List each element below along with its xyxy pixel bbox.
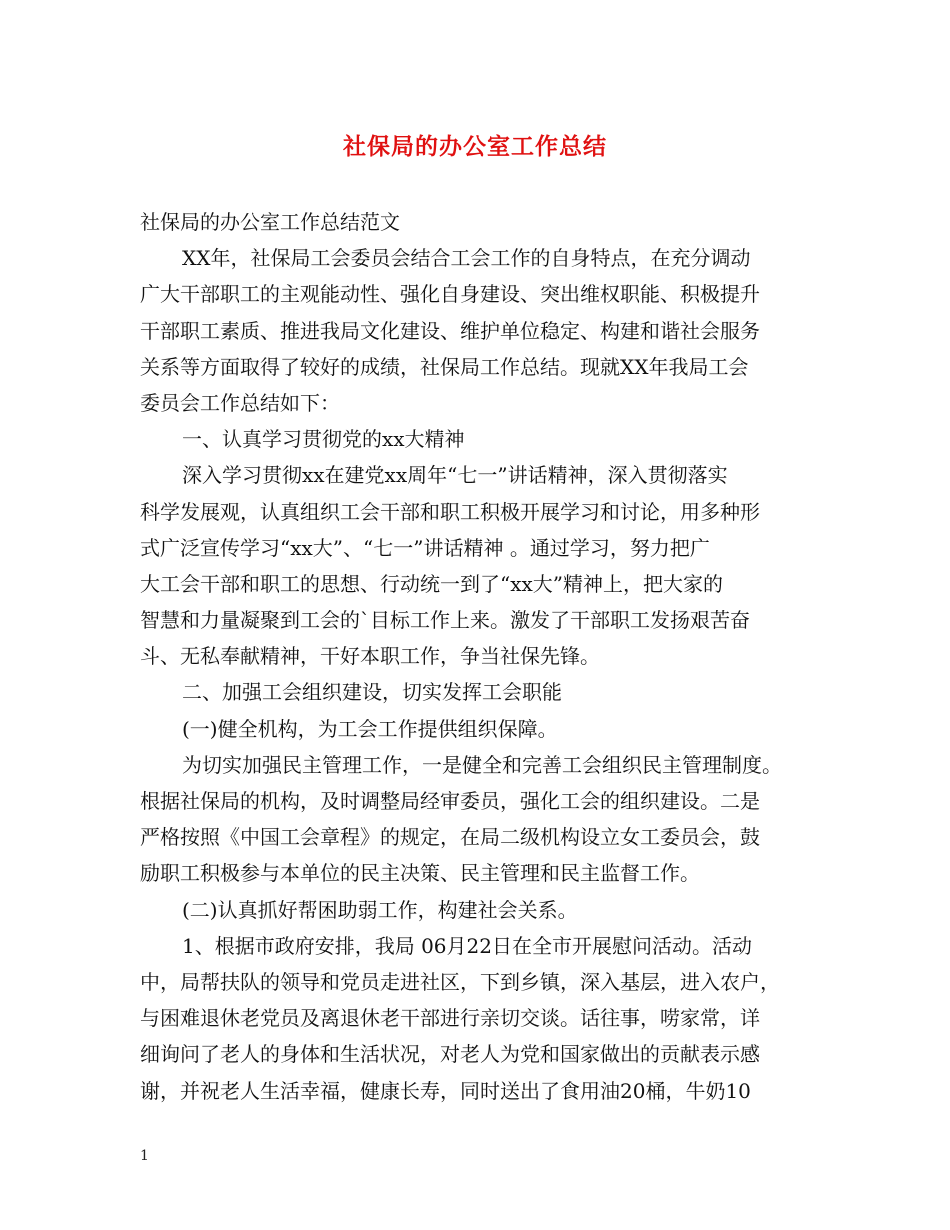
section-heading: 二、加强工会组织建设，切实发挥工会职能 bbox=[182, 680, 562, 705]
paragraph-line: 委员会工作总结如下： bbox=[140, 390, 340, 415]
page-number: 1 bbox=[140, 1148, 149, 1164]
paragraph-line: 1、根据市政府安排，我局 06月22日在全市开展慰问活动。活动 bbox=[182, 933, 752, 958]
paragraph-line: 励职工积极参与本单位的民主决策、民主管理和民主监督工作。 bbox=[140, 861, 700, 886]
paragraph-line: 谢，并祝老人生活幸福，健康长寿，同时送出了食用油20桶，牛奶10 bbox=[140, 1078, 751, 1103]
subsection-heading: (二)认真抓好帮困助弱工作，构建社会关系。 bbox=[182, 897, 578, 922]
subsection-heading: (一)健全机构，为工会工作提供组织保障。 bbox=[182, 716, 558, 741]
paragraph-line: 关系等方面取得了较好的成绩，社保局工作总结。现就XX年我局工会 bbox=[140, 354, 749, 379]
paragraph-line: 斗、无私奉献精神，干好本职工作，争当社保先锋。 bbox=[140, 644, 600, 669]
paragraph-line: 科学发展观，认真组织工会干部和职工积极开展学习和讨论，用多种形 bbox=[140, 499, 760, 524]
paragraph-line: 智慧和力量凝聚到工会的`目标工作上来。激发了干部职工发扬艰苦奋 bbox=[140, 608, 750, 633]
paragraph-line: 严格按照《中国工会章程》的规定，在局二级机构设立女工委员会，鼓 bbox=[140, 825, 760, 850]
subtitle-line: 社保局的办公室工作总结范文 bbox=[140, 210, 400, 234]
paragraph-line: 深入学习贯彻xx在建党xx周年“七一”讲话精神，深入贯彻落实 bbox=[182, 463, 728, 488]
paragraph-line: 根据社保局的机构，及时调整局经审委员，强化工会的组织建设。二是 bbox=[140, 789, 760, 813]
paragraph-line: 式广泛宣传学习“xx大”、“七一”讲话精神 。通过学习，努力把广 bbox=[140, 535, 710, 560]
paragraph-line: 中，局帮扶队的领导和党员走进社区，下到乡镇，深入基层，进入农户， bbox=[140, 969, 780, 994]
document-title: 社保局的办公室工作总结 bbox=[343, 134, 607, 160]
paragraph-line: 为切实加强民主管理工作，一是健全和完善工会组织民主管理制度。 bbox=[182, 752, 782, 777]
paragraph-line: 广大干部职工的主观能动性、强化自身建设、突出维权职能、积极提升 bbox=[140, 282, 760, 307]
document-body bbox=[140, 204, 816, 1109]
paragraph-line: 细询问了老人的身体和生活状况，对老人为党和国家做出的贡献表示感 bbox=[140, 1042, 760, 1067]
section-heading: 一、认真学习贯彻党的xx大精神 bbox=[182, 427, 465, 452]
paragraph-line: XX年，社保局工会委员会结合工会工作的自身特点，在充分调动 bbox=[182, 246, 751, 271]
paragraph-line: 大工会干部和职工的思想、行动统一到了“xx大”精神上，把大家的 bbox=[140, 571, 724, 596]
paragraph-line: 干部职工素质、推进我局文化建设、维护单位稳定、构建和谐社会服务 bbox=[140, 318, 760, 343]
paragraph-line: 与困难退休老党员及离退休老干部进行亲切交谈。话往事，唠家常，详 bbox=[140, 1006, 760, 1031]
